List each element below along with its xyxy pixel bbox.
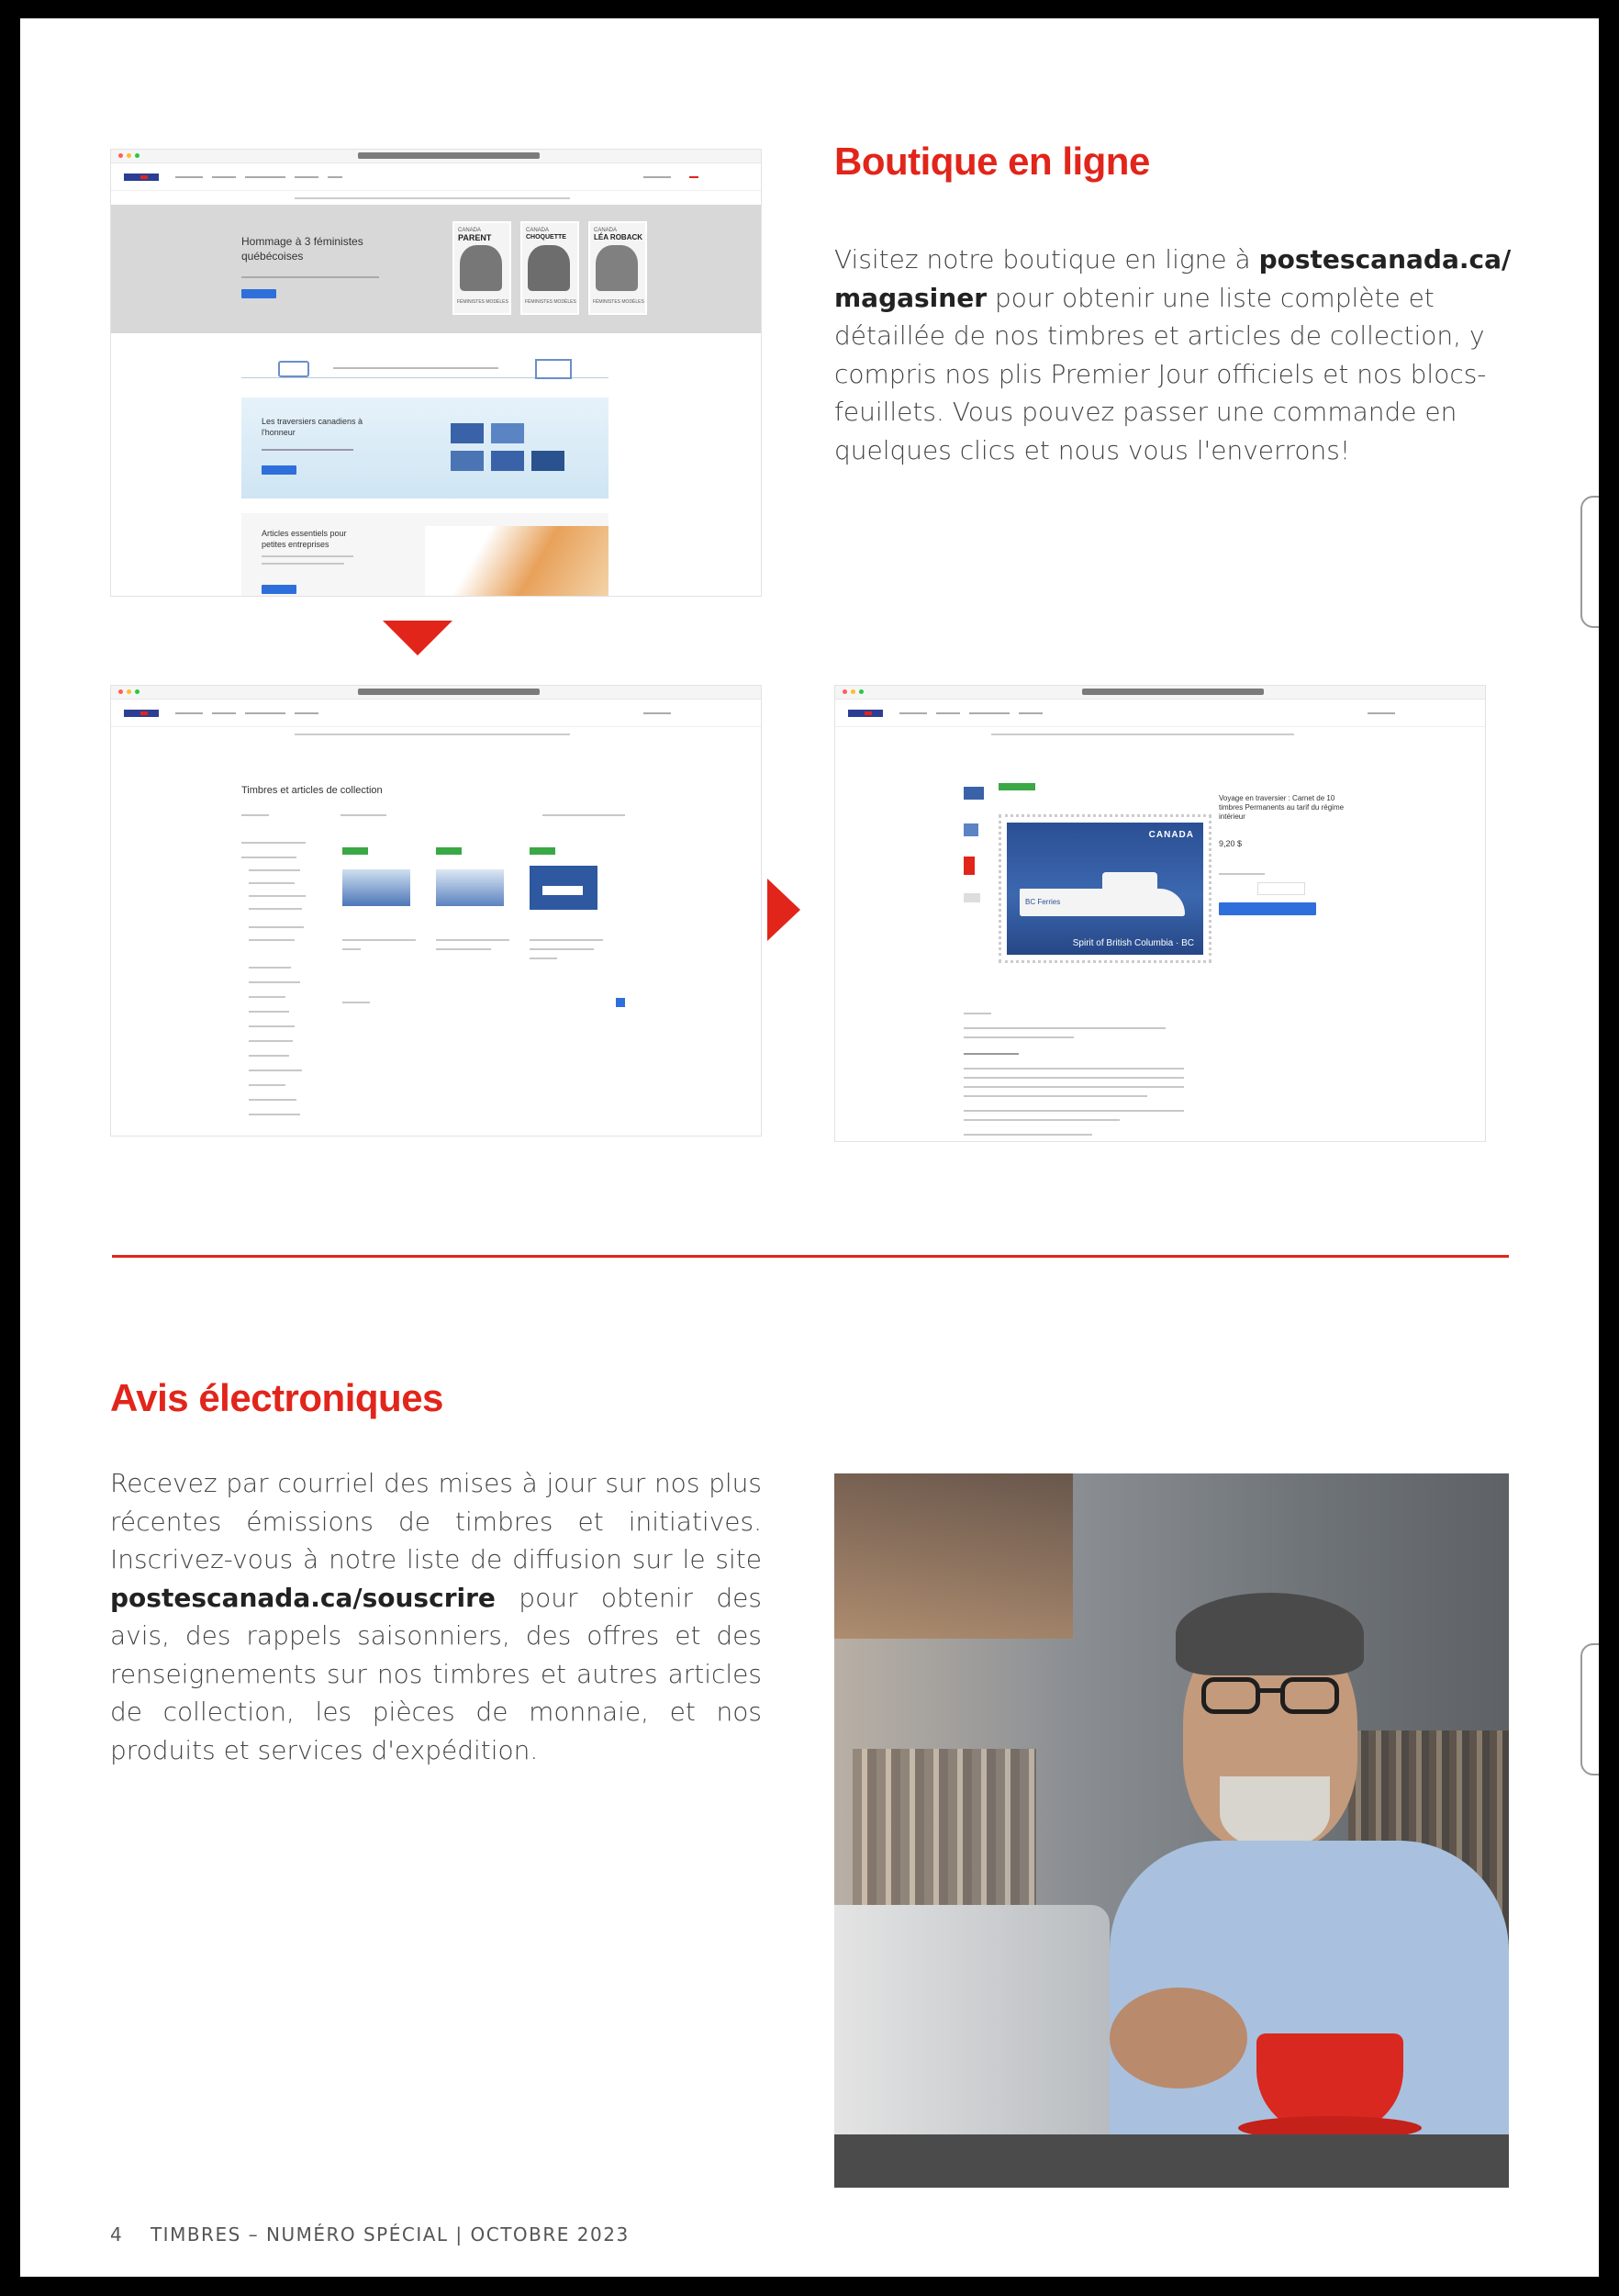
section-title-boutique: Boutique en ligne [834, 140, 1150, 183]
stamp-roback: CANADA LÉA ROBACK FÉMINISTES MODÈLES [588, 221, 647, 315]
url-bar [1082, 689, 1264, 695]
hero-title: Hommage à 3 féministes québécoises [241, 235, 363, 263]
screenshot-listing-page [110, 685, 762, 1137]
hero-banner [111, 205, 761, 333]
section-body-avis: Recevez par courriel des mises à jour sur nos plus récentes émissions de timbres et initiatives. Inscrivez-vous à notre liste de diffusion sur le site postescanada.ca/souscrire pour obtenir des avis, des rappels saisonniers, des offres et des renseignements sur nos timbres et autres articles de collection, les pièces de monnaie, et nos produits et services d'expédition. [110, 1468, 762, 1765]
shipping-notice [241, 359, 609, 378]
browser-chrome [111, 686, 761, 700]
stamp-image[interactable] [999, 814, 1211, 963]
site-header [835, 699, 1485, 727]
url-bar [358, 689, 540, 695]
canada-post-logo [848, 710, 883, 717]
page [20, 18, 1599, 2277]
arrow-right-icon [767, 879, 800, 941]
new-badge [999, 783, 1035, 790]
man-with-laptop-photo [834, 1473, 1509, 2188]
new-badge [436, 847, 462, 855]
browser-chrome [835, 686, 1485, 700]
quantity-stepper[interactable] [1257, 882, 1305, 895]
paper-clip-icon [1580, 496, 1599, 628]
screenshot-product-page [834, 685, 1486, 1142]
arrow-down-icon [383, 621, 452, 655]
ship-label: BC Ferries [1025, 898, 1061, 906]
product-price: 9,20 $ [1219, 839, 1243, 848]
ship-icon [1020, 889, 1185, 916]
section-body-boutique: Visitez notre boutique en ligne à postescanada.ca/ magasiner pour obtenir une liste complète et détaillée de nos timbres et articles de collection, y compris nos plis Premier Jour officiels et nos blocs-feuillets. Vous pouvez passer une commande en quelques clics et nous vous l'enverrons! [834, 244, 1512, 465]
site-header [111, 162, 761, 191]
glasses-icon [1201, 1677, 1348, 1714]
page-footer [110, 2223, 630, 2246]
new-badge [342, 847, 368, 855]
hair [1176, 1593, 1364, 1675]
url-bar [358, 152, 540, 159]
paper-clip-icon [1580, 1643, 1599, 1775]
site-header [111, 699, 761, 727]
hero-shop-button[interactable] [241, 289, 276, 298]
ferries-promo [241, 398, 609, 498]
beard [1220, 1776, 1330, 1850]
canada-post-logo [124, 174, 159, 181]
canada-post-logo [124, 710, 159, 717]
section-title-avis: Avis électroniques [110, 1376, 443, 1419]
footer-text: TIMBRES – NUMÉRO SPÉCIAL | OCTOBRE 2023 [150, 2223, 630, 2246]
screenshot-home-page [110, 149, 762, 597]
small-business-title: Articles essentiels pour petites entreprises [262, 529, 347, 549]
browser-chrome [111, 150, 761, 163]
pagination-button[interactable] [616, 998, 625, 1007]
stamp-country: CANADA [1148, 830, 1194, 840]
stamp-choquette: CANADA CHOQUETTE FÉMINISTES MODÈLES [520, 221, 579, 315]
shop-link[interactable]: postescanada.ca/ magasiner [834, 244, 1512, 313]
subscribe-link[interactable]: postescanada.ca/souscrire [110, 1582, 496, 1613]
product-title: Voyage en traversier : Carnet de 10 timbres Permanents au tarif du régime intérieur [1219, 794, 1345, 821]
stamp-parent: CANADA PARENT FÉMINISTES MODÈLES [452, 221, 511, 315]
hand [1110, 1988, 1247, 2089]
stamp-caption: Spirit of British Columbia · BC [1072, 938, 1194, 948]
add-to-cart-button[interactable] [1219, 902, 1316, 915]
listing-heading: Timbres et articles de collection [241, 785, 383, 796]
page-number: 4 [110, 2223, 124, 2246]
ferries-promo-title: Les traversiers canadiens à l'honneur [262, 417, 363, 437]
section-divider [112, 1255, 1509, 1258]
new-badge [530, 847, 555, 855]
small-business-shop-button[interactable] [262, 585, 296, 594]
small-business-promo [241, 513, 609, 596]
ferries-shop-button[interactable] [262, 465, 296, 475]
